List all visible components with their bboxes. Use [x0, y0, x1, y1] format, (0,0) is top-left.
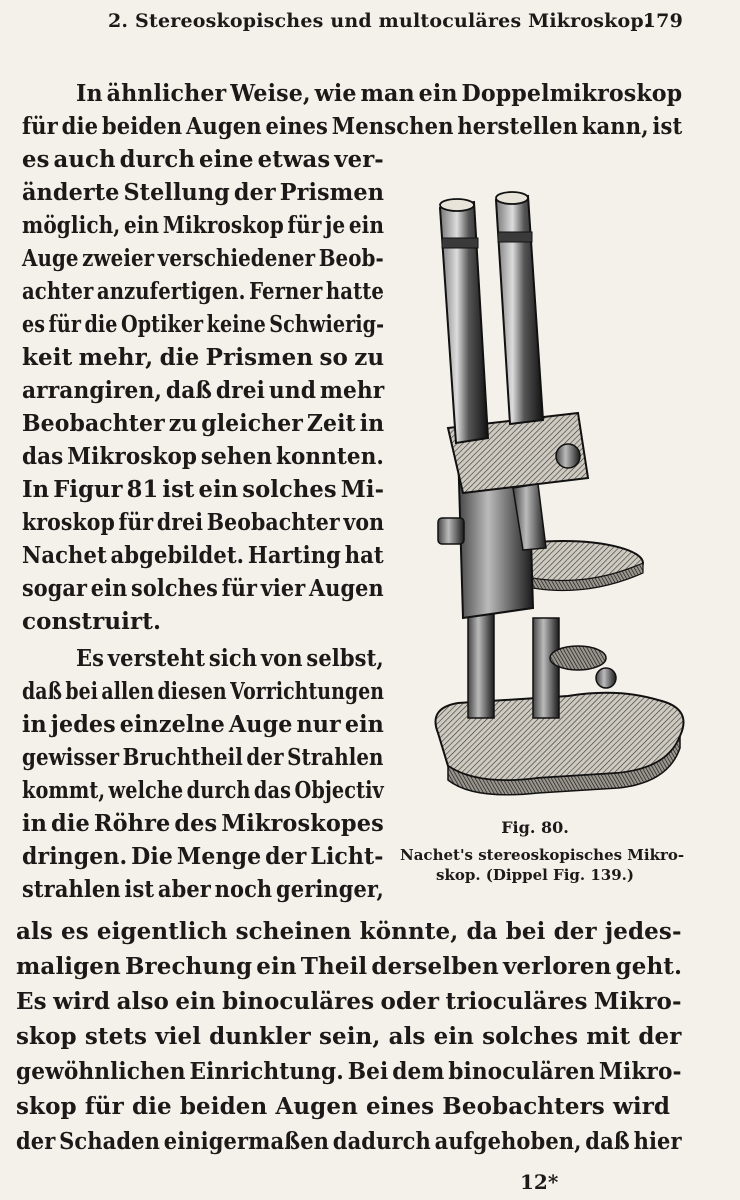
header-title: 2. Stereoskopisches und multoculäres Mikroskop. — [108, 10, 651, 32]
text-line: skop für die beiden Augen eines Beobachters wird — [16, 1093, 671, 1120]
page-number: 179 — [642, 10, 683, 32]
figure-caption-line: skop. (Dippel Fig. 139.) — [436, 866, 634, 884]
text-line: sogar ein solches für vier Augen — [22, 575, 384, 602]
text-line: Nachet abgebildet. Harting hat — [22, 542, 384, 569]
text-line: für die beiden Augen eines Menschen herstellen kann, ist — [22, 113, 683, 140]
text-line: es auch durch eine etwas ver- — [22, 146, 384, 173]
text-line: maligen Brechung ein Theil derselben verloren geht. — [16, 953, 683, 980]
figure-caption-line: Nachet's stereoskopisches Mikro- — [400, 846, 685, 864]
text-line: kommt, welche durch das Objectiv — [22, 777, 384, 804]
text-line: keit mehr, die Prismen so zu — [22, 344, 385, 371]
text-line: möglich, ein Mikroskop für je ein — [22, 212, 385, 239]
text-line: daß bei allen diesen Vorrichtungen — [22, 678, 385, 705]
text-line: achter anzufertigen. Ferner hatte — [22, 278, 384, 305]
figure-label: Fig. 80. — [501, 818, 569, 837]
text-line: in die Röhre des Mikroskopes — [22, 810, 384, 837]
signature-mark: 12* — [520, 1170, 559, 1194]
microscope-engraving — [418, 188, 723, 798]
text-line: arrangiren, daß drei und mehr — [22, 377, 385, 404]
text-line: das Mikroskop sehen konnten. — [22, 443, 385, 470]
running-header — [108, 10, 683, 32]
text-line: construirt. — [22, 608, 162, 635]
text-line: dringen. Die Menge der Licht- — [22, 843, 384, 870]
text-line: Es wird also ein binoculäres oder trioculäres Mikro- — [16, 988, 682, 1015]
text-line: strahlen ist aber noch geringer, — [22, 876, 384, 903]
microscope-illustration — [418, 188, 723, 798]
text-line: Auge zweier verschiedener Beob- — [22, 245, 384, 272]
text-line: kroskop für drei Beobachter von — [22, 509, 385, 536]
text-line: gewisser Bruchtheil der Strahlen — [22, 744, 384, 771]
text-line: als es eigentlich scheinen könnte, da bei der jedes- — [16, 918, 682, 945]
text-line: In Figur 81 ist ein solches Mi- — [22, 476, 385, 503]
text-line: es für die Optiker keine Schwierig- — [22, 311, 385, 338]
text-line: Es versteht sich von selbst, — [76, 645, 384, 672]
text-line: in jedes einzelne Auge nur ein — [22, 711, 384, 738]
text-line: In ähnlicher Weise, wie man ein Doppelmikroskop — [76, 80, 683, 107]
text-line: gewöhnlichen Einrichtung. Bei dem binoculären Mikro- — [16, 1058, 682, 1085]
text-line: skop stets viel dunkler sein, als ein solches mit der — [16, 1023, 682, 1050]
text-line: Beobachter zu gleicher Zeit in — [22, 410, 385, 437]
text-line: der Schaden einigermaßen dadurch aufgehoben, daß hier — [16, 1128, 682, 1155]
text-line: änderte Stellung der Prismen — [22, 179, 385, 206]
